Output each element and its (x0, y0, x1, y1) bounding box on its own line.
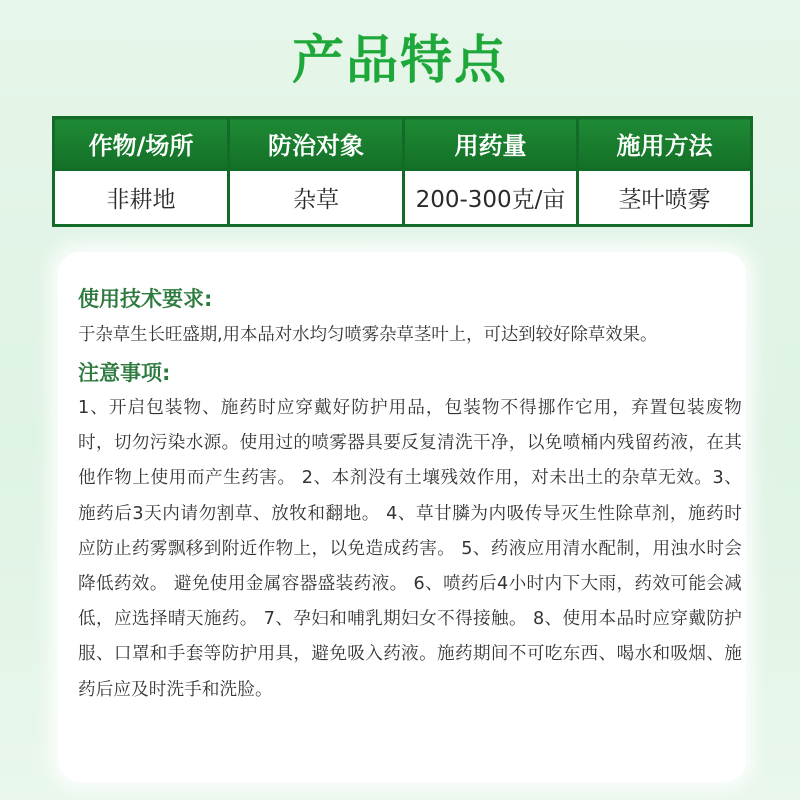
notice-heading: 注意事项: (78, 361, 171, 385)
page-title: 产品特点 (291, 31, 508, 91)
cell-method: 茎叶喷雾 (578, 170, 752, 226)
usage-text: 于杂草生长旺盛期,用本品对水均匀喷雾杂草茎叶上，可达到较好除草效果。 (78, 325, 658, 345)
cell-target: 杂草 (229, 170, 404, 226)
header-crop-site: 作物/场所 (54, 118, 229, 170)
table-row (54, 170, 752, 226)
header-method: 施用方法 (578, 118, 752, 170)
header-target: 防治对象 (229, 118, 404, 170)
product-spec-table (52, 116, 753, 227)
table-header-row (54, 118, 752, 170)
cell-crop-site: 非耕地 (54, 170, 229, 226)
notice-text: 1、开启包装物、施药时应穿戴好防护用品，包装物不得挪作它用，弃置包装废物时，切勿污染水源。使用过的喷雾器具要反复清洗干净，以免喷桶内残留药液，在其他作物上使用而产生药害。 2、本剂没有土壤残效作用，对未出土的杂草无效。3、施药后3天内请勿割草、放牧和翻地。 4、草甘膦为内吸传导灭生性除草剂，施药时应防止药雾飘移到附近作物上，以免造成药害。 5、药液应用清水配制，用浊水时会降低药效。 避免使用金属容器盛装药液。 6、喷药后4小时内下大雨，药效可能会减低，应选择晴天施药。 7、孕妇和哺乳期妇女不得接触。 8、使用本品时应穿戴防护服、口罩和手套等防护用具，避免吸入药液。施药期间不可吃东西、喝水和吸烟、施药后应及时洗手和洗脸。 (78, 398, 742, 700)
header-dosage: 用药量 (404, 118, 578, 170)
cell-dosage: 200-300克/亩 (404, 170, 578, 226)
usage-heading: 使用技术要求: (78, 287, 213, 311)
